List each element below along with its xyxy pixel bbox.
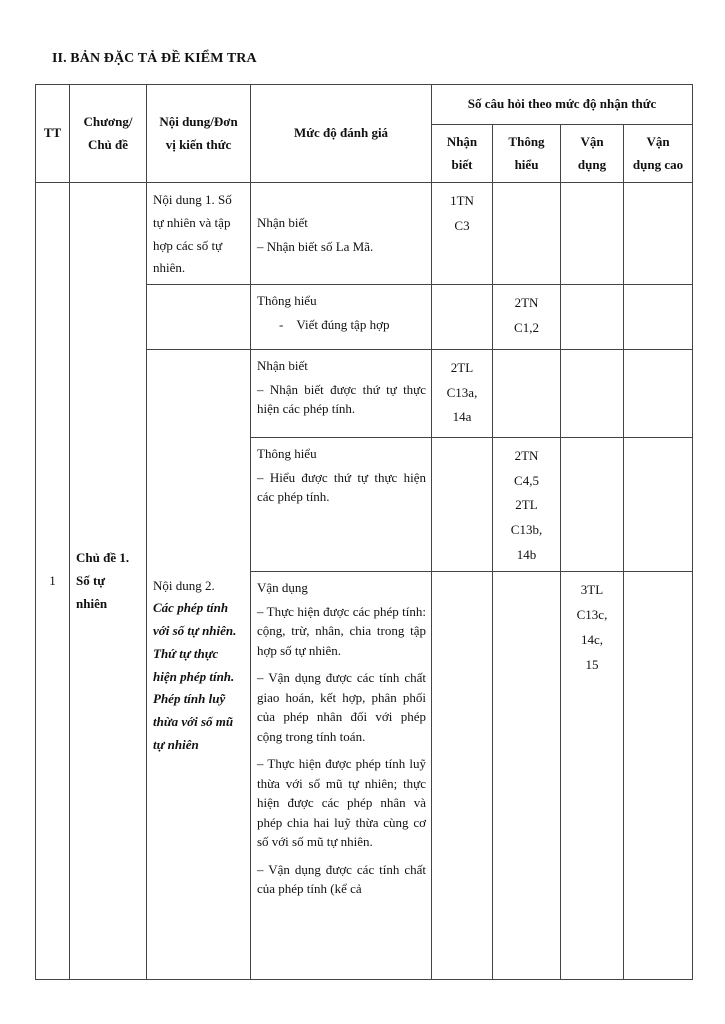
level-5-label: Vận dụng bbox=[257, 580, 308, 596]
level-4-desc: – Hiểu được thứ tự thực hiện các phép tính. bbox=[257, 469, 426, 504]
count-nb-1-line1: 1TN bbox=[450, 193, 474, 208]
section-heading: II. BẢN ĐẶC TẢ ĐỀ KIỂM TRA bbox=[52, 51, 257, 66]
level-1-desc: – Nhận biết số La Mã. bbox=[257, 238, 374, 254]
row-chapter bbox=[70, 183, 147, 980]
level-5-p3: – Thực hiện được phép tính luỹ thừa với số mũ tự nhiên; thực hiện được các phép nhân và phép chia hai luỹ thừa cùng cơ số với số mũ tự nhiên. bbox=[257, 756, 426, 850]
level-2-label: Thông hiểu bbox=[257, 293, 317, 308]
count-nb-3-line3: 14a bbox=[452, 409, 472, 425]
count-vdc-3 bbox=[624, 350, 693, 438]
header-level: Mức độ đánh giá bbox=[251, 85, 432, 183]
count-th-4-line4: C13b, bbox=[510, 522, 543, 538]
count-nb-2 bbox=[432, 285, 493, 350]
content-1-text: Nội dung 1. Số tự nhiên và tập hợp các số tự nhiên. bbox=[153, 192, 232, 276]
level-5-p2: – Vận dụng được các tính chất giao hoán, kết hợp, phân phối của phép nhân đối với phép cộng trong tính toán. bbox=[257, 670, 426, 744]
level-3-label: Nhận biết bbox=[257, 358, 308, 373]
header-thong-hieu-line2: hiểu bbox=[514, 156, 539, 172]
row-tt: 1 bbox=[36, 183, 70, 980]
count-th-2-line2: C1,2 bbox=[514, 319, 539, 335]
content-2 bbox=[147, 350, 251, 980]
count-vd-3 bbox=[561, 350, 624, 438]
count-th-4 bbox=[493, 438, 561, 572]
header-chapter-line1: Chương/ bbox=[83, 113, 133, 129]
header-van-dung-cao-line2: dụng cao bbox=[632, 156, 684, 172]
spec-table bbox=[35, 84, 693, 980]
count-nb-1-line2: C3 bbox=[454, 217, 470, 233]
count-vdc-4 bbox=[624, 438, 693, 572]
header-van-dung-line2: dụng bbox=[577, 156, 607, 172]
header-thong-hieu bbox=[493, 125, 561, 183]
count-vd-5-line4: 15 bbox=[585, 656, 599, 672]
level-1-label: Nhận biết bbox=[257, 215, 308, 230]
count-vdc-2 bbox=[624, 285, 693, 350]
header-content-line1: Nội dung/Đơn bbox=[159, 113, 238, 129]
level-cell-2 bbox=[251, 285, 432, 350]
table-row bbox=[36, 183, 693, 285]
count-th-2 bbox=[493, 285, 561, 350]
count-nb-4 bbox=[432, 438, 493, 572]
level-cell-1 bbox=[251, 183, 432, 285]
count-th-3 bbox=[493, 350, 561, 438]
count-vd-1 bbox=[561, 183, 624, 285]
bullet-dash-icon: - bbox=[279, 316, 284, 332]
count-vd-5-line2: C13c, bbox=[576, 607, 608, 623]
count-vd-2 bbox=[561, 285, 624, 350]
count-nb-3-line2: C13a, bbox=[446, 384, 478, 400]
count-vd-5 bbox=[561, 572, 624, 980]
level-4-label: Thông hiểu bbox=[257, 446, 317, 461]
header-nhan-biet-line1: Nhận bbox=[446, 133, 478, 149]
count-th-2-line1: 2TN bbox=[514, 295, 539, 310]
header-content-line2: vị kiến thức bbox=[165, 136, 232, 152]
header-thong-hieu-line1: Thông bbox=[508, 133, 545, 149]
content-2-lead: Nội dung 2. bbox=[153, 577, 215, 593]
level-cell-5 bbox=[251, 572, 432, 980]
header-nhan-biet-line2: biết bbox=[451, 156, 473, 172]
count-nb-3 bbox=[432, 350, 493, 438]
count-th-4-line1: 2TN bbox=[514, 448, 539, 463]
header-nhan-biet bbox=[432, 125, 493, 183]
header-van-dung bbox=[561, 125, 624, 183]
count-vd-5-line3: 14c, bbox=[580, 631, 604, 647]
row-chapter-line3: nhiên bbox=[76, 595, 108, 611]
count-vdc-1 bbox=[624, 183, 693, 285]
count-vdc-5 bbox=[624, 572, 693, 980]
row-chapter-line1: Chủ đề 1. bbox=[76, 550, 130, 566]
count-th-5 bbox=[493, 572, 561, 980]
content-2-title: Các phép tính với số tự nhiên. Thứ tự thực hiện phép tính. Phép tính luỹ thừa với số mũ tự nhiên bbox=[153, 600, 237, 752]
count-nb-3-line1: 2TL bbox=[450, 360, 474, 375]
count-th-4-line3: 2TL bbox=[515, 497, 538, 513]
level-2-desc: Viết đúng tập hợp bbox=[296, 316, 390, 332]
level-cell-4 bbox=[251, 438, 432, 572]
count-th-4-line2: C4,5 bbox=[514, 472, 539, 488]
header-van-dung-cao bbox=[624, 125, 693, 183]
count-nb-1 bbox=[432, 183, 493, 285]
count-vd-4 bbox=[561, 438, 624, 572]
count-th-4-line5: 14b bbox=[516, 546, 537, 562]
header-van-dung-line1: Vận bbox=[580, 133, 604, 149]
header-content bbox=[147, 85, 251, 183]
header-van-dung-cao-line1: Vận bbox=[646, 133, 670, 149]
content-1 bbox=[147, 183, 251, 285]
row-chapter-line2: Số tự bbox=[76, 572, 106, 588]
count-vd-5-line1: 3TL bbox=[580, 582, 604, 598]
header-count-group: Số câu hỏi theo mức độ nhận thức bbox=[432, 85, 693, 125]
content-1-cont bbox=[147, 285, 251, 350]
count-nb-5 bbox=[432, 572, 493, 980]
level-5-p4: – Vận dụng được các tính chất của phép tính (kể cả bbox=[257, 861, 426, 897]
level-3-desc: – Nhận biết được thứ tự thực hiện các phép tính. bbox=[257, 381, 426, 416]
header-tt: TT bbox=[36, 85, 70, 183]
count-th-1 bbox=[493, 183, 561, 285]
header-chapter bbox=[70, 85, 147, 183]
header-row-1 bbox=[36, 85, 693, 125]
level-5-p1: – Thực hiện được các phép tính: cộng, trừ, nhân, chia trong tập hợp số tự nhiên. bbox=[257, 603, 426, 658]
header-chapter-line2: Chủ đề bbox=[87, 136, 129, 152]
level-2-item bbox=[257, 315, 426, 335]
level-cell-3 bbox=[251, 350, 432, 438]
